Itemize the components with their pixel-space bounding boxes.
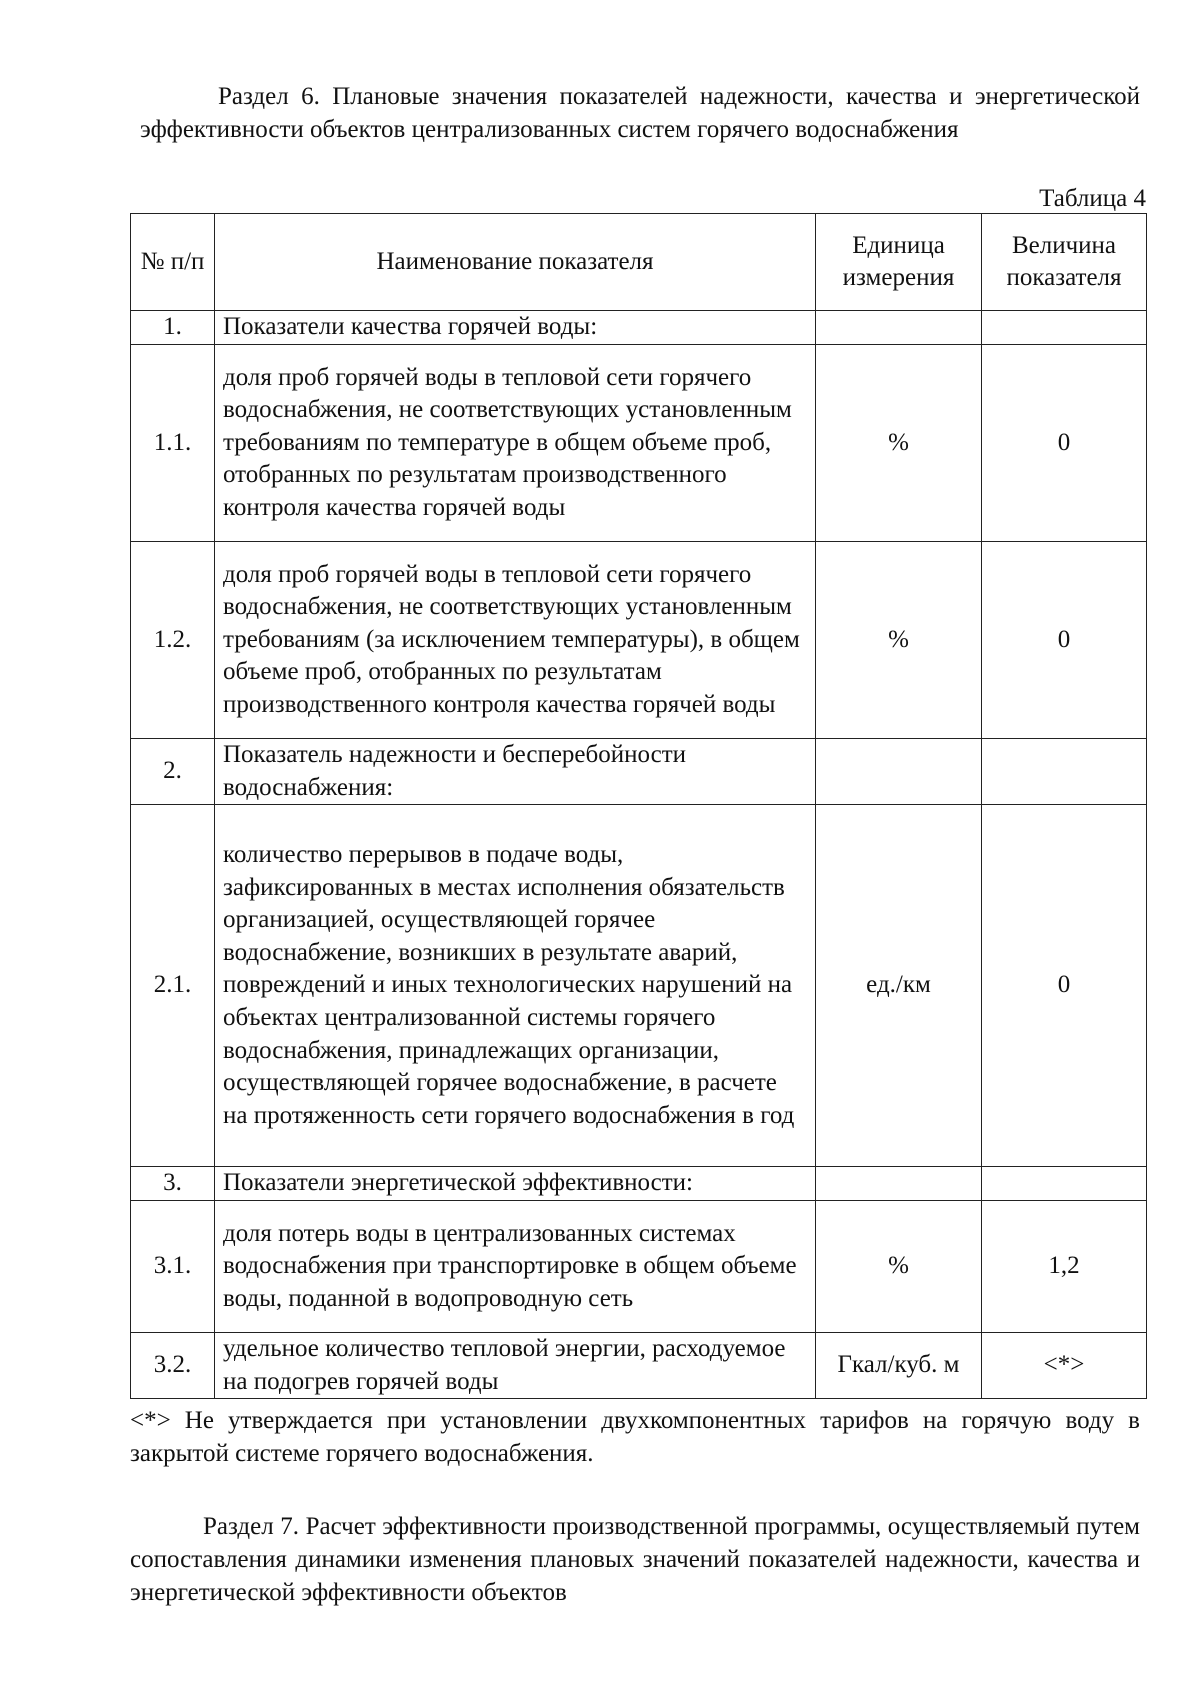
row-value [982,311,1147,345]
table-row [131,1167,1147,1201]
row-unit [816,311,982,345]
row-name: Показатели качества горячей воды: [215,311,816,345]
row-num: 3. [131,1167,215,1201]
row-num: 1. [131,311,215,345]
row-num: 1.1. [131,345,215,542]
table-row [131,311,1147,345]
row-value: 1,2 [982,1201,1147,1333]
row-name: доля проб горячей воды в тепловой сети горячего водоснабжения, не соответствующих установленным требованиям (за исключением температуры), в общем объеме проб, отобранных по результатам производственного контроля качества горячей воды [215,542,816,739]
table-footnote: <*> Не утверждается при установлении двухкомпонентных тарифов на горячую воду в закрытой системе горячего водоснабжения. [130,1407,1140,1467]
row-unit [816,1167,982,1201]
row-unit: % [816,345,982,542]
table-row [131,805,1147,1167]
table-caption: Таблица 4 [1039,185,1146,212]
row-value: 0 [982,805,1147,1167]
row-num: 1.2. [131,542,215,739]
row-value: <*> [982,1333,1147,1399]
table-row [131,739,1147,805]
row-name: доля потерь воды в централизованных системах водоснабжения при транспортировке в общем объеме воды, поданной в водопроводную сеть [215,1201,816,1333]
row-num: 2. [131,739,215,805]
row-value: 0 [982,542,1147,739]
section-7-heading: Раздел 7. Расчет эффективности производственной программы, осуществляемый путем сопоставления динамики изменения плановых значений показателей надежности, качества и энергетической эффективности объектов [130,1513,1140,1606]
row-unit: Гкал/куб. м [816,1333,982,1399]
row-unit [816,739,982,805]
row-value [982,1167,1147,1201]
table-row [131,345,1147,542]
row-name: удельное количество тепловой энергии, расходуемое на подогрев горячей воды [215,1333,816,1399]
section-6-heading: Раздел 6. Плановые значения показателей надежности, качества и энергетической эффективности объектов централизованных систем горячего водоснабжения [140,83,1140,143]
row-unit: % [816,1201,982,1333]
header-unit: Единица измерения [816,214,982,311]
row-unit: % [816,542,982,739]
row-num: 3.1. [131,1201,215,1333]
row-name: количество перерывов в подаче воды, зафиксированных в местах исполнения обязательств организацией, осуществляющей горячее водоснабжение, возникших в результате аварий, повреждений и иных технологических нарушений на объектах централизованной системы горячего водоснабжения, принадлежащих организации, осуществляющей горячее водоснабжение, в расчете на протяженность сети горячего водоснабжения в год [215,805,816,1167]
row-name: Показатель надежности и бесперебойности водоснабжения: [215,739,816,805]
header-num: № п/п [131,214,215,311]
row-name: Показатели энергетической эффективности: [215,1167,816,1201]
header-name: Наименование показателя [215,214,816,311]
row-name: доля проб горячей воды в тепловой сети горячего водоснабжения, не соответствующих установленным требованиям по температуре в общем объеме проб, отобранных по результатам производственного контроля качества горячей воды [215,345,816,542]
indicators-table [130,213,1147,1399]
header-value: Величина показателя [982,214,1147,311]
table-row [131,542,1147,739]
row-num: 2.1. [131,805,215,1167]
table-header-row [131,214,1147,311]
row-unit: ед./км [816,805,982,1167]
row-value [982,739,1147,805]
row-value: 0 [982,345,1147,542]
row-num: 3.2. [131,1333,215,1399]
table-row [131,1333,1147,1399]
table-row [131,1201,1147,1333]
